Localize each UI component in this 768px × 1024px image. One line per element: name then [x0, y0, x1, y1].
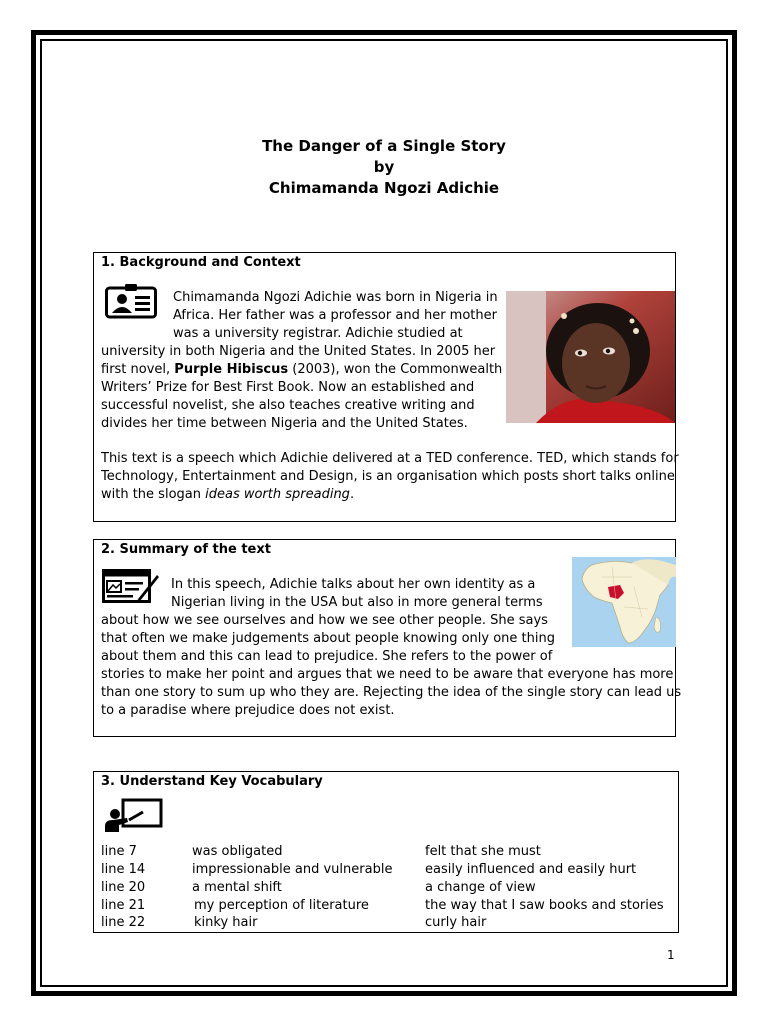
vocab-row [101, 879, 671, 897]
africa-map-nigeria [572, 557, 676, 647]
vocab-meaning: easily influenced and easily hurt [425, 862, 637, 877]
bio-line: was a university registrar. Adichie studied at [173, 326, 463, 341]
summary-line: Nigerian living in the USA but also in more general terms [171, 595, 543, 610]
bio-line: Writers’ Prize for Best First Book. Now an established and [101, 380, 475, 395]
summary-line: to a paradise where prejudice does not exist. [101, 703, 395, 718]
portrait-photo [506, 291, 675, 423]
summary-line: about them and this can lead to prejudice. She refers to the power of [101, 649, 553, 664]
vocab-meaning: a change of view [425, 880, 536, 895]
vocab-phrase: impressionable and vulnerable [192, 862, 393, 877]
section-background [93, 252, 679, 522]
title-by: by [373, 158, 395, 176]
section-vocabulary [93, 771, 679, 933]
vocab-row [101, 861, 671, 879]
ted-line-slogan [101, 486, 354, 504]
bio-line: Chimamanda Ngozi Adichie was born in Nigeria in [173, 290, 498, 305]
bio-line: divides her time between Nigeria and the United States. [101, 416, 468, 431]
text-run: with the slogan [101, 487, 206, 502]
vocab-meaning: felt that she must [425, 844, 541, 859]
document-title [0, 136, 768, 199]
vocab-line-ref: line 20 [101, 880, 146, 895]
summary-line: stories to make her point and argues that we need to be aware that everyone has more [101, 667, 674, 682]
bio-line-novel [101, 361, 502, 379]
vocab-phrase: a mental shift [192, 880, 282, 895]
vocab-phrase: my perception of literature [194, 898, 369, 913]
teacher-board-icon [103, 798, 165, 834]
section-heading: 2. Summary of the text [101, 542, 271, 557]
text-run: . [349, 487, 355, 502]
writing-screen-icon [102, 569, 160, 603]
summary-line: about how we see ourselves and how we see other people. She says [101, 613, 548, 628]
summary-line: In this speech, Adichie talks about her own identity as a [171, 577, 536, 592]
vocab-line-ref: line 22 [101, 915, 146, 930]
bio-line: Africa. Her father was a professor and her mother [173, 308, 497, 323]
title-author: Chimamanda Ngozi Adichie [268, 179, 500, 197]
vocab-line-ref: line 7 [101, 844, 137, 859]
vocab-row [101, 897, 671, 915]
page-number: 1 [667, 948, 675, 962]
text-run: (2003), won the Commonwealth [288, 362, 503, 377]
text-run: first novel, [101, 362, 175, 377]
vocab-meaning: the way that I saw books and stories [425, 898, 664, 913]
id-card-icon [105, 284, 157, 319]
ted-line: This text is a speech which Adichie delivered at a TED conference. TED, which stands for [101, 451, 679, 466]
section-heading: 3. Understand Key Vocabulary [101, 774, 323, 789]
section-summary [93, 539, 682, 737]
vocab-line-ref: line 21 [101, 898, 146, 913]
summary-line: than one story to sum up who they are. Rejecting the idea of the single story can lead us [101, 685, 682, 700]
slogan: ideas worth spreading [205, 487, 350, 502]
novel-title: Purple Hibiscus [174, 362, 289, 377]
section-heading: 1. Background and Context [101, 255, 301, 270]
vocab-meaning: curly hair [425, 915, 487, 930]
summary-line: that often we make judgements about people knowing only one thing [101, 631, 555, 646]
vocab-row [101, 843, 671, 861]
bio-line: university in both Nigeria and the United States. In 2005 her [101, 344, 496, 359]
vocab-line-ref: line 14 [101, 862, 146, 877]
bio-line: successful novelist, she also teaches creative writing and [101, 398, 475, 413]
vocab-phrase: was obligated [192, 844, 283, 859]
vocab-row [101, 914, 671, 932]
ted-line: Technology, Entertainment and Design, is an organisation which posts short talks online [101, 469, 675, 484]
vocab-phrase: kinky hair [194, 915, 258, 930]
title-line: The Danger of a Single Story [262, 137, 506, 155]
